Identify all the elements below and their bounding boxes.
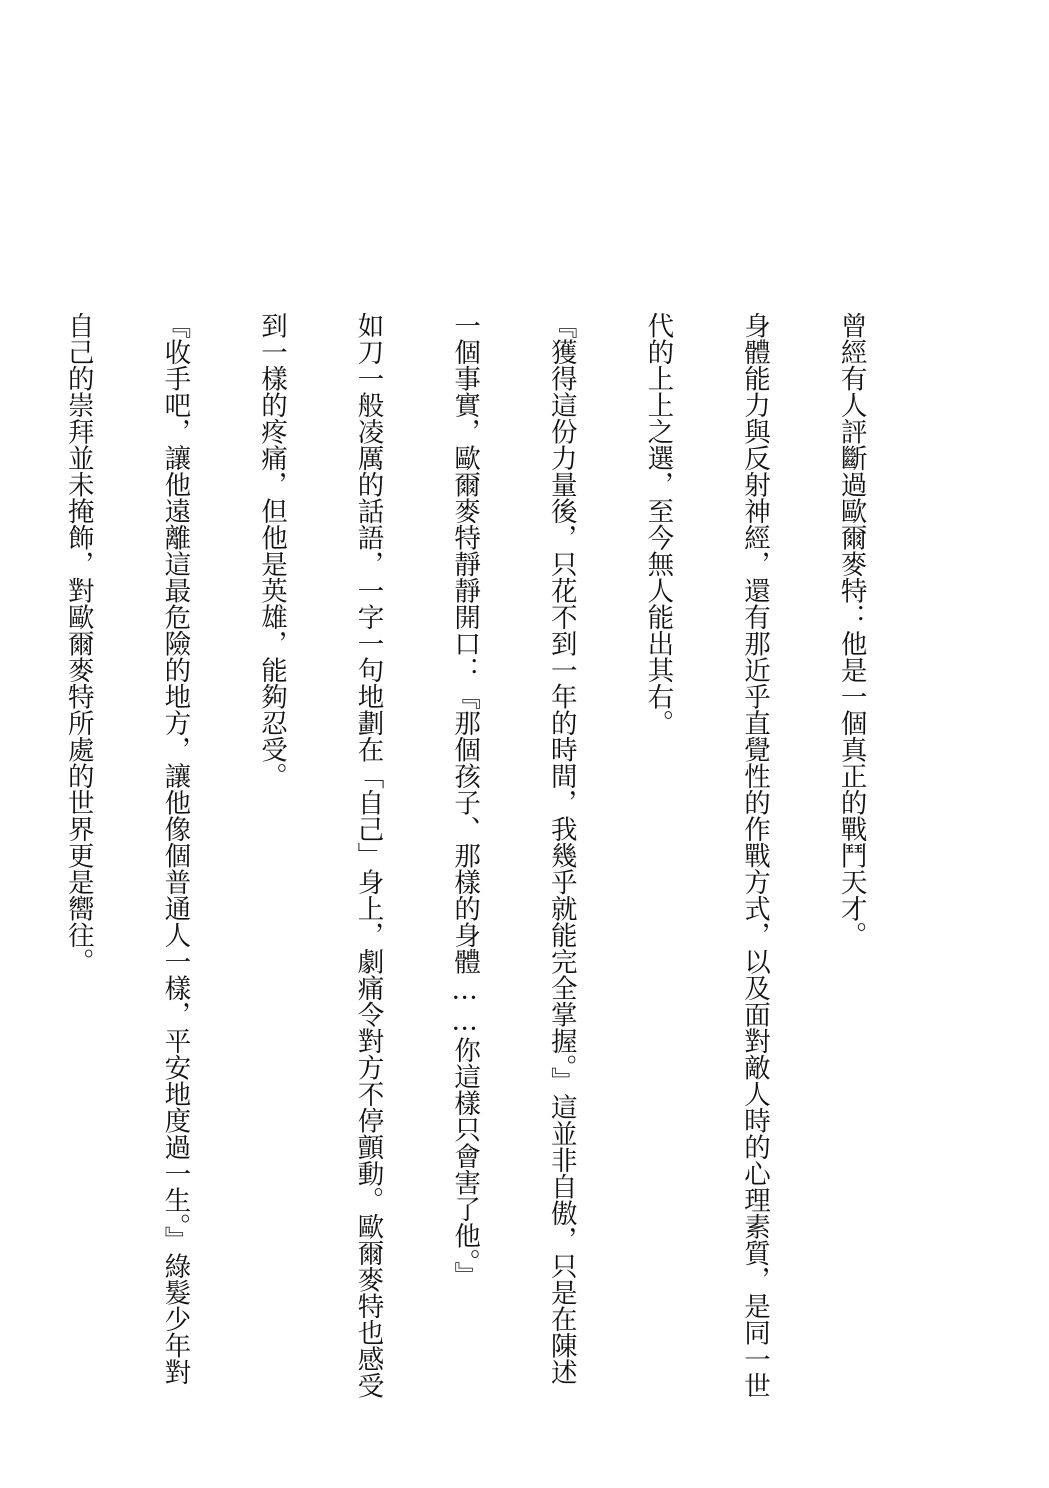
- text-line: 自己的崇拜並未掩飾，對歐爾麥特所處的世界更是嚮往。: [62, 312, 94, 975]
- text-line: 如刀一般凌厲的話語，一字一句地劃在「自己」身上，劇痛令對方不停顫動。歐爾麥特也感受: [352, 312, 384, 1399]
- text-line: 曾經有人評斷過歐爾麥特：他是一個真正的戰鬥天才。: [835, 312, 867, 948]
- text-line: 身體能力與反射神經，還有那近乎直覺性的作戰方式，以及面對敵人時的心理素質，是同一世: [738, 312, 770, 1399]
- text-line: 一個事實，歐爾麥特靜靜開口：『那個孩子、那樣的身體……你這樣只會害了他。』: [449, 312, 481, 1289]
- text-line: 代的上上之選，至今無人能出其右。: [642, 312, 674, 736]
- vertical-text-body: [0, 312, 931, 1422]
- text-line: 『獲得這份力量後，只花不到一年的時間，我幾乎就能完全掌握。』這並非自傲，只是在陳述: [545, 312, 577, 1386]
- text-line: 『收手吧，讓他遠離這最危險的地方，讓他像個普通人一樣，平安地度過一生。』綠髮少年對: [159, 312, 191, 1386]
- text-line: 到一樣的疼痛，但他是英雄，能夠忍受。: [255, 312, 287, 789]
